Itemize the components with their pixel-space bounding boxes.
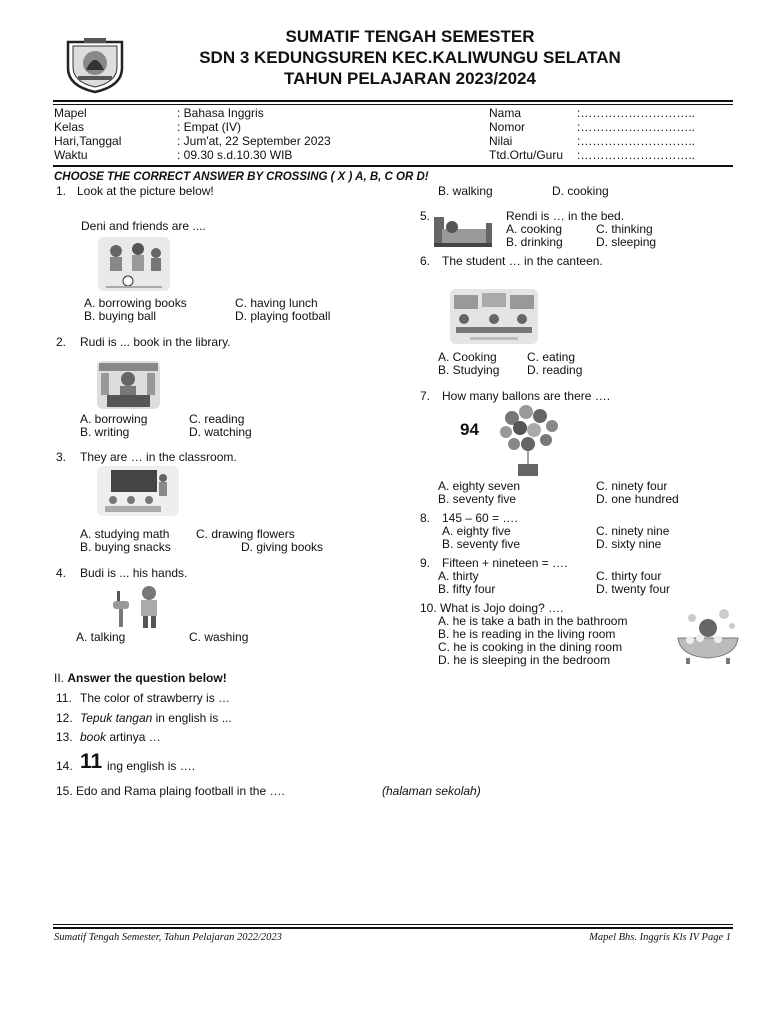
question-stem: Deni and friends are ....	[81, 219, 206, 233]
option-b[interactable]: B. Studying	[438, 363, 500, 377]
classroom-icon	[97, 466, 179, 516]
question-rest: artinya …	[106, 730, 161, 744]
question-italic-term: Tepuk tangan	[80, 711, 153, 725]
option-a[interactable]: A. cooking	[506, 222, 563, 236]
option-b[interactable]: B. buying ball	[84, 309, 157, 323]
option-c[interactable]: C. he is cooking in the dining room	[438, 640, 623, 654]
library-picture	[97, 361, 160, 409]
option-a[interactable]: A. he is take a bath in the bathroom	[438, 614, 628, 628]
info-label: Nilai	[489, 134, 513, 148]
info-value: : Jum'at, 22 September 2023	[177, 134, 331, 148]
footer-right: Mapel Bhs. Inggris Kls IV Page 1	[589, 932, 731, 943]
info-value: : Empat (IV)	[177, 120, 242, 134]
exam-header	[0, 26, 768, 89]
canteen-picture	[450, 289, 538, 344]
question-text: The color of strawberry is …	[80, 691, 231, 705]
option-c[interactable]: C. having lunch	[235, 296, 318, 310]
option-c[interactable]: C. ninety nine	[596, 524, 670, 538]
option-b[interactable]: B. fifty four	[438, 582, 496, 596]
option-d[interactable]: D. twenty four	[596, 582, 671, 596]
question-text: Budi is ... his hands.	[80, 566, 188, 580]
header-year: TAHUN PELAJARAN 2023/2024	[284, 69, 536, 88]
question-number: 11.	[56, 691, 72, 705]
question-number: 2.	[56, 335, 67, 349]
option-a[interactable]: A. borrowing	[80, 412, 148, 426]
footer-left: Sumatif Tengah Semester, Tahun Pelajaran 2022/2023	[54, 932, 282, 943]
question-number: 14.	[56, 759, 73, 773]
option-a[interactable]: A. talking	[76, 630, 126, 644]
balloons-icon	[498, 404, 560, 478]
option-b[interactable]: B. buying snacks	[80, 540, 171, 554]
balloon-count-label: 94	[460, 420, 479, 439]
question-text: Look at the picture below!	[77, 184, 214, 198]
question-number: 12.	[56, 711, 73, 725]
section-2-title: Answer the question below!	[67, 671, 227, 685]
header-title: SUMATIF TENGAH SEMESTER	[285, 27, 535, 46]
info-value: :………………………..	[577, 148, 696, 162]
question-number: 1.	[56, 184, 67, 198]
option-d[interactable]: D. watching	[189, 425, 252, 439]
section-2-prefix: II.	[54, 671, 68, 685]
info-label: Nama	[489, 106, 522, 120]
option-d[interactable]: D. sixty nine	[596, 537, 662, 551]
question-text	[80, 731, 161, 744]
question-number: 7.	[420, 389, 431, 403]
option-d[interactable]: D. cooking	[552, 184, 609, 198]
option-c[interactable]: C. drawing flowers	[196, 527, 295, 541]
info-label: Nomor	[489, 120, 526, 134]
option-b[interactable]: B. walking	[438, 184, 493, 198]
sleeping-picture	[430, 213, 494, 253]
info-label: Ttd.Ortu/Guru	[489, 148, 564, 162]
header-rule-thin	[53, 104, 733, 105]
section-2-heading	[54, 672, 227, 685]
question-number: 9.	[420, 556, 431, 570]
option-a[interactable]: A. thirty	[438, 569, 479, 583]
reading-boy-icon	[97, 361, 160, 409]
footer-rule-thin	[53, 924, 733, 925]
classroom-picture	[97, 466, 179, 516]
bed-icon	[430, 213, 494, 253]
football-players-icon	[98, 237, 170, 291]
question-number: 3.	[56, 450, 67, 464]
question-number: 13.	[56, 730, 73, 744]
info-value: :………………………..	[577, 120, 696, 134]
question-rest: in english is ...	[152, 711, 232, 725]
question-text	[80, 712, 232, 725]
option-b[interactable]: B. seventy five	[438, 492, 517, 506]
info-rule	[53, 165, 733, 167]
option-a[interactable]: A. borrowing books	[84, 296, 187, 310]
option-c[interactable]: C. thirty four	[596, 569, 662, 583]
question-text: 145 – 60 = ….	[442, 511, 518, 525]
option-a[interactable]: A. eighty seven	[438, 479, 521, 493]
question-hint: (halaman sekolah)	[382, 784, 481, 798]
info-label: Waktu	[54, 148, 88, 162]
option-b[interactable]: B. writing	[80, 425, 130, 439]
canteen-icon	[450, 289, 538, 344]
header-rule-thick	[53, 100, 733, 102]
question-number: 8.	[420, 511, 431, 525]
question-big-number: 11	[80, 750, 103, 773]
question-text: 10. What is Jojo doing? ….	[420, 601, 564, 615]
option-c[interactable]: C. ninety four	[596, 479, 668, 493]
washing-boy-icon	[107, 583, 167, 629]
info-label: Kelas	[54, 120, 85, 134]
question-text: The student … in the canteen.	[442, 254, 603, 268]
info-value: :………………………..	[577, 134, 696, 148]
question-text: How many ballons are there ….	[442, 389, 611, 403]
question-number: 5.	[420, 209, 431, 223]
option-d[interactable]: D. he is sleeping in the bedroom	[438, 653, 611, 667]
question-number: 6.	[420, 254, 431, 268]
option-b[interactable]: B. he is reading in the living room	[438, 627, 616, 641]
question-text: Fifteen + nineteen = ….	[442, 556, 568, 570]
option-c[interactable]: C. eating	[527, 350, 576, 364]
option-d[interactable]: D. one hundred	[596, 492, 679, 506]
option-b[interactable]: B. seventy five	[442, 537, 521, 551]
option-c[interactable]: C. thinking	[596, 222, 653, 236]
question-text: They are … in the classroom.	[80, 450, 237, 464]
option-b[interactable]: B. drinking	[506, 235, 563, 249]
option-c[interactable]: C. washing	[189, 630, 249, 644]
football-picture	[98, 237, 170, 291]
option-a[interactable]: A. Cooking	[438, 350, 497, 364]
question-text: ing english is ….	[107, 759, 196, 773]
question-number: 4.	[56, 566, 67, 580]
info-value: : Bahasa Inggris	[177, 106, 264, 120]
footer-rule-thick	[53, 927, 733, 929]
washing-hands-picture	[107, 583, 167, 629]
bathing-picture	[672, 606, 744, 666]
option-d[interactable]: D. playing football	[235, 309, 331, 323]
info-label: Hari,Tanggal	[54, 134, 122, 148]
bathtub-icon	[672, 606, 744, 666]
option-a[interactable]: A. eighty five	[442, 524, 511, 538]
option-a[interactable]: A. studying math	[80, 527, 170, 541]
question-text: Rudi is ... book in the library.	[80, 335, 231, 349]
question-text: 15. Edo and Rama plaing football in the ….	[56, 784, 285, 798]
option-d[interactable]: D. giving books	[241, 540, 324, 554]
header-school: SDN 3 KEDUNGSUREN KEC.KALIWUNGU SELATAN	[199, 48, 621, 67]
option-d[interactable]: D. reading	[527, 363, 583, 377]
info-value: : 09.30 s.d.10.30 WIB	[177, 148, 293, 162]
info-label: Mapel	[54, 106, 87, 120]
question-italic-term: book	[80, 730, 107, 744]
balloons-picture	[498, 404, 560, 478]
instruction: CHOOSE THE CORRECT ANSWER BY CROSSING ( X ) A, B, C OR D!	[54, 171, 429, 183]
info-value: :………………………..	[577, 106, 696, 120]
question-text: Rendi is … in the bed.	[506, 209, 625, 223]
option-d[interactable]: D. sleeping	[596, 235, 657, 249]
option-c[interactable]: C. reading	[189, 412, 245, 426]
